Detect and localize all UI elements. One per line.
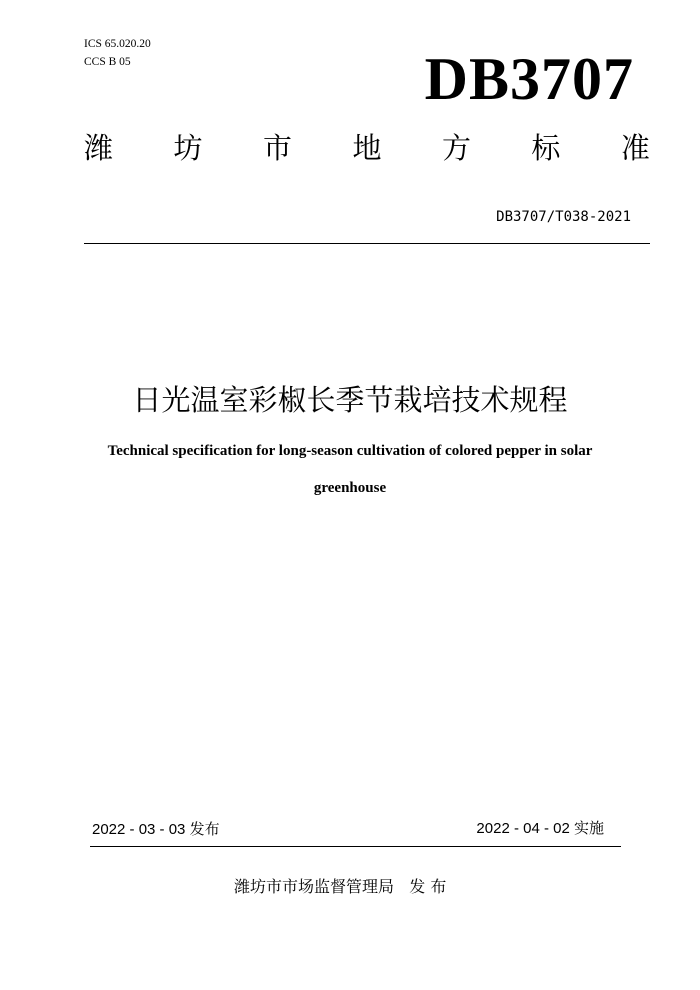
- ics-code: ICS 65.020.20: [84, 38, 151, 50]
- standard-title-char: 潍: [84, 131, 114, 165]
- implementation-date: 2022 - 04 - 02 实施: [476, 820, 604, 837]
- document-title-english-line-1: Technical specification for long-season cultivation of colored pepper in solar: [107, 443, 593, 459]
- standard-title-char: 市: [262, 131, 292, 165]
- standard-title-char: 标: [531, 131, 561, 165]
- header-divider: [84, 243, 650, 244]
- standard-title-char: 方: [441, 131, 471, 165]
- db-code-logo: DB3707: [424, 46, 634, 112]
- standard-category-title: [84, 128, 650, 168]
- standard-title-char: 准: [620, 131, 650, 165]
- standard-title-char: 地: [352, 131, 382, 165]
- document-title-chinese: 日光温室彩椒长季节栽培技术规程: [132, 383, 568, 417]
- document-title-english: [70, 433, 630, 507]
- document-title-english-line-2: greenhouse: [313, 480, 387, 496]
- publisher: 潍坊市市场监督管理局 发 布: [234, 877, 447, 896]
- ccs-code: CCS B 05: [84, 56, 131, 68]
- issue-date: 2022 - 03 - 03 发布: [92, 821, 220, 838]
- standard-number: DB3707/T038-2021: [496, 209, 631, 225]
- footer-divider: [90, 846, 621, 847]
- standard-title-char: 坊: [173, 131, 203, 165]
